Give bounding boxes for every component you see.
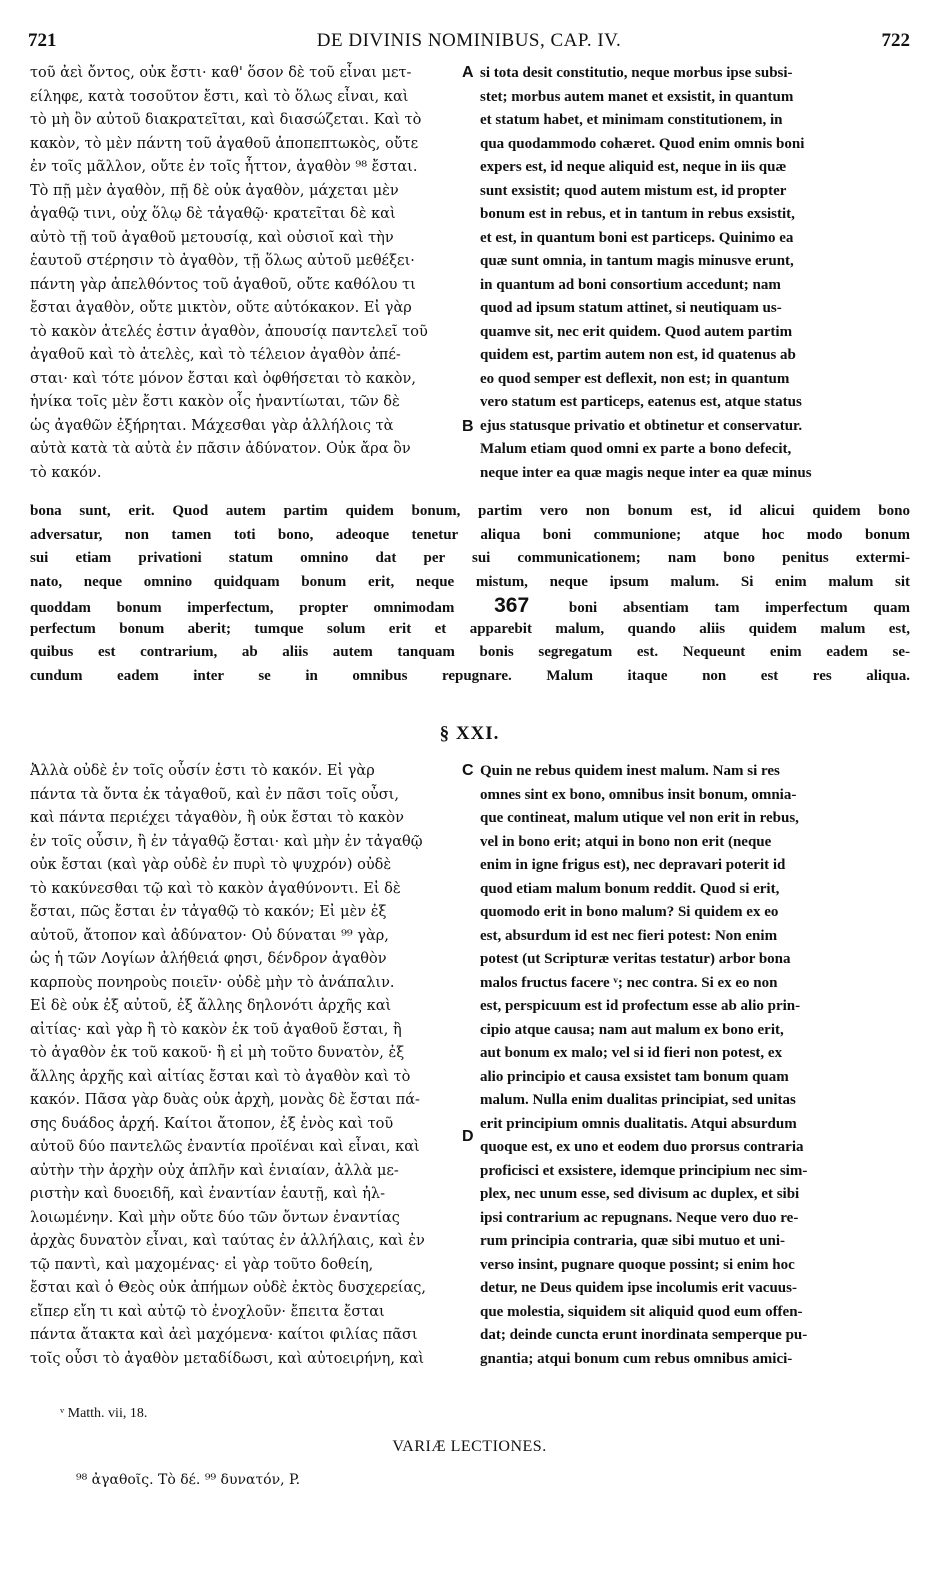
- page-number-right: 722: [881, 30, 910, 51]
- greek-line: οὐκ ἔσται (καὶ γὰρ οὐδὲ ἐν πυρὶ τὸ ψυχρόν) οὐδὲ: [30, 857, 392, 873]
- latin-line: expers est, id neque aliquid est, neque in iis quæ: [480, 159, 787, 175]
- margin-letter-c: C: [462, 762, 474, 779]
- greek-line: ἔσται ἀγαθὸν, οὔτε μικτὸν, οὔτε αὐτόκακον. Εἰ γὰρ: [30, 300, 412, 316]
- latin-line: sui etiam privationi statum omnino dat per sui communicationem; nam bono penitus extermi-: [30, 550, 910, 566]
- greek-line: ἄλλης ἀρχῆς καὶ αἰτίας ἔσται καὶ τὸ ἀγαθὸν καὶ τὸ: [30, 1068, 411, 1085]
- variae-lectiones-heading: VARIÆ LECTIONES.: [392, 1438, 547, 1455]
- latin-column-bottom: [480, 760, 908, 1371]
- latin-line: enim in igne frigus est), nec depravari poterit id: [480, 857, 786, 873]
- greek-line: τοῖς οὖσι τὸ ἀγαθὸν μεταδίδωσι, καὶ αὐτοειρήνη, καὶ: [30, 1350, 425, 1367]
- latin-line: quomodo erit in bono malum? Si quidem ex eo: [480, 904, 779, 920]
- column-number: 367: [494, 594, 530, 617]
- greek-line: αὐτὸ τῇ τοῦ ἀγαθοῦ μετουσίᾳ, καὶ οὐσιοῖ καὶ τὴν: [30, 229, 394, 246]
- greek-line: Εἰ δὲ οὐκ ἐξ αὐτοῦ, ἐξ ἄλλης δηλονότι ἀρχῆς καὶ: [30, 998, 392, 1014]
- greek-line: τὸ ἀγαθὸν ἐκ τοῦ κακοῦ· ἢ εἰ μὴ τοῦτο δυνατὸν, ἐξ: [30, 1045, 405, 1061]
- greek-line: καὶ πάντα περιέχει τἀγαθὸν, ἢ οὐκ ἔσται τὸ κακὸν: [30, 810, 404, 826]
- latin-line: malos fructus facere ᵛ; nec contra. Si ex eo non: [480, 974, 778, 991]
- greek-line: τὸ κακὸν ἀτελές ἐστιν ἀγαθὸν, ἀπουσίᾳ παντελεῖ τοῦ: [30, 323, 428, 340]
- latin-line: Quin ne rebus quidem inest malum. Nam si res: [480, 763, 780, 779]
- latin-line: quoque est, ex uno et eodem duo prorsus contraria: [480, 1139, 804, 1155]
- greek-line: τὸ κακόν.: [30, 464, 102, 481]
- greek-line: ὡς ἡ τῶν Λογίων ἀλήθειά φησι, δένδρον ἀγαθὸν: [30, 951, 387, 967]
- latin-line: proficisci et exsistere, idemque principium nec sim-: [480, 1162, 808, 1179]
- greek-line: πάντα τὰ ὄντα ἐκ τἀγαθοῦ, καὶ ἐν πᾶσι τοῖς οὖσι,: [30, 786, 399, 803]
- latin-line: Malum etiam quod omni ex parte a bono defecit,: [480, 441, 792, 457]
- latin-line: quod etiam malum bonum reddit. Quod si erit,: [480, 880, 780, 897]
- latin-line: bona sunt, erit. Quod autem partim quidem bonum, partim vero non bonum est, id alicui quidem bono: [30, 503, 910, 519]
- latin-line: quod ad ipsum statum attinet, si neutiquam us-: [480, 300, 782, 316]
- greek-line: πάντη γὰρ ἀπελθόντος τοῦ ἀγαθοῦ, οὔτε καθόλου τι: [30, 276, 416, 293]
- greek-line: κακόν. Πᾶσα γὰρ δυὰς οὐκ ἀρχὴ, μονὰς δὲ ἔσται πά-: [30, 1092, 420, 1108]
- greek-line: τῷ παντὶ, καὶ μαχομένας· εἰ γὰρ τοῦτο δοθείη,: [30, 1256, 374, 1273]
- latin-line: nato, neque omnino quidquam bonum erit, neque mistum, neque ipsum malum. Si enim malum sit: [30, 573, 910, 590]
- latin-line: malum. Nulla enim dualitas principiat, sed unitas: [480, 1092, 796, 1108]
- latin-line: que contineat, malum utique vel non erit in rebus,: [480, 810, 799, 826]
- latin-line: in quantum ad boni consortium accedunt; nam: [480, 276, 781, 293]
- greek-line: ἡνίκα τοῖς μὲν ἔστι κακὸν οἷς ἠναντίωται, τῶν δὲ: [30, 394, 400, 410]
- latin-line: que molestia, siquidem sit aliquid quod eum offen-: [480, 1303, 803, 1320]
- greek-line: ριστὴν καὶ δυοειδῆ, καὶ ἐναντίαν ἑαυτῇ, καὶ ἠλ-: [30, 1186, 386, 1202]
- latin-line: quamve sit, nec erit quidem. Quod autem partim: [480, 323, 793, 340]
- greek-line: ἑαυτοῦ στέρησιν τὸ ἀγαθὸν, τῇ ὅλως αὐτοῦ μεθέξει·: [30, 253, 415, 269]
- latin-line: cundum eadem inter se in omnibus repugnare. Malum itaque non est res aliqua.: [30, 667, 910, 684]
- latin-line: potest (ut Scripturæ veritas testatur) arbor bona: [480, 951, 791, 967]
- latin-line: ejus statusque privatio et obtinetur et conservatur.: [480, 417, 803, 434]
- greek-line: ὡς ἀγαθῶν ἐξήρηται. Μάχεσθαι γὰρ ἀλλήλοις τὰ: [30, 417, 394, 434]
- latin-line: omnes sint ex bono, omnibus insit bonum, omnia-: [480, 786, 797, 803]
- latin-text: quoddam bonum imperfectum, propter omnimodam: [30, 600, 455, 616]
- greek-line: σης δυάδος ἀρχή. Καίτοι ἄτοπον, ἐξ ἑνὸς καὶ τοῦ: [30, 1115, 394, 1132]
- latin-line: perfectum bonum aberit; tumque solum erit et apparebit malum, quando aliis quidem malum est,: [30, 620, 910, 637]
- latin-line: dat; deinde cuncta erunt inordinata semperque pu-: [480, 1327, 808, 1343]
- running-title: DE DIVINIS NOMINIBUS, CAP. IV.: [316, 30, 622, 51]
- greek-line: είληφε, κατὰ τοσοῦτον ἔστι, καὶ τὸ ὅλως εἶναι, καὶ: [30, 88, 409, 105]
- latin-line: est, perspicuum est id profectum esse ab alio prin-: [480, 998, 801, 1014]
- greek-line: τὸ μὴ ὂν αὐτοῦ διακρατεῖται, καὶ διασώζεται. Καὶ τὸ: [30, 112, 422, 128]
- latin-line: est, absurdum id est nec fieri potest: Non enim: [480, 927, 778, 944]
- latin-line: et est, in quantum boni est particeps. Quinimo ea: [480, 229, 794, 246]
- greek-line: κακὸν, τὸ μὲν πάντη τοῦ ἀγαθοῦ ἀποπεπτωκὸς, οὔτε: [30, 135, 419, 152]
- latin-full-width: [30, 500, 910, 688]
- latin-line: quæ sunt omnia, in tantum magis minusve erunt,: [480, 253, 794, 269]
- margin-letter-a: A: [462, 64, 474, 81]
- latin-line: bonum est in rebus, et in tantum in rebus exsistit,: [480, 206, 795, 222]
- latin-line: sunt exsistit; quod autem mistum est, id propter: [480, 182, 787, 199]
- latin-line: vero statum est particeps, eatenus est, atque status: [480, 394, 802, 410]
- greek-line: ἔσται, πῶς ἔσται ἐν τἀγαθῷ τὸ κακόν; Εἰ μὲν ἐξ: [30, 904, 387, 920]
- greek-line: ἐν τοῖς οὖσιν, ἢ ἐν τἀγαθῷ ἔσται· καὶ μὴν ἐν τἀγαθῷ: [30, 833, 423, 850]
- greek-line: καρποὺς πονηροὺς ποιεῖν· οὐδὲ μὴν τὸ ἀνάπαλιν.: [30, 974, 395, 991]
- greek-column-bottom: [30, 760, 462, 1371]
- latin-line: adversatur, non tamen toti bono, adeoque tenetur aliqua boni communione; atque hoc modo bonum: [30, 526, 910, 543]
- latin-line: erit principium omnis dualitatis. Atqui absurdum: [480, 1115, 797, 1132]
- latin-line: gnantia; atqui bonum cum rebus omnibus amici-: [480, 1350, 793, 1367]
- latin-line: si tota desit constitutio, neque morbus ipse subsi-: [480, 65, 793, 81]
- greek-line: ἀγαθοῦ καὶ τὸ ἀτελὲς, καὶ τὸ τέλειον ἀγαθὸν ἀπέ-: [30, 347, 401, 363]
- greek-line: Ἀλλὰ οὐδὲ ἐν τοῖς οὖσίν ἐστι τὸ κακόν. Εἰ γὰρ: [30, 763, 375, 779]
- latin-line: quidem est, partim autem non est, id quatenus ab: [480, 347, 796, 363]
- latin-line: rum principia contraria, quæ sibi mutuo et uni-: [480, 1233, 786, 1249]
- latin-line: eo quod semper est deflexit, non est; in quantum: [480, 370, 790, 387]
- greek-line: σται· καὶ τότε μόνον ἔσται καὶ ὀφθήσεται τὸ κακὸν,: [30, 370, 416, 387]
- latin-line: et statum habet, et minimam constitutionem, in: [480, 112, 783, 128]
- margin-letter-d: D: [462, 1128, 474, 1145]
- greek-line: εἴπερ εἴη τι καὶ αὐτῷ τὸ ἐνοχλοῦν· ἔπειτα ἔσται: [30, 1303, 385, 1320]
- margin-letter-b: B: [462, 418, 474, 435]
- greek-line: αἰτίας· καὶ γὰρ ἢ τὸ κακὸν ἐκ τοῦ ἀγαθοῦ ἔσται, ἢ: [30, 1021, 402, 1038]
- greek-line: λοιωμένην. Καὶ μὴν οὔτε δύο τῶν ὄντων ἐναντίας: [30, 1209, 400, 1226]
- latin-line: plex, nec unum esse, sed divisum ac duplex, et sibi: [480, 1186, 800, 1202]
- latin-line-with-column-number: [30, 594, 910, 618]
- latin-line: detur, ne Deus quidem ipse incolumis erit vacuus-: [480, 1280, 797, 1296]
- greek-line: τὸ κακύνεσθαι τῷ καὶ τὸ κακὸν ἀγαθύνοντι. Εἰ δὲ: [30, 880, 401, 897]
- section-heading: § XXI.: [439, 723, 500, 744]
- latin-line: vel in bono erit; atqui in bono non erit (neque: [480, 833, 772, 850]
- latin-line: alio principio et causa exsistet tam bonum quam: [480, 1068, 789, 1085]
- latin-line: aut bonum ex malo; vel si id fieri non potest, ex: [480, 1045, 783, 1061]
- latin-text: boni absentiam tam imperfectum quam: [568, 600, 911, 616]
- greek-line: ἔσται καὶ ὁ Θεὸς οὐκ ἀπήμων οὐδὲ ἐκτὸς δυσχερείας,: [30, 1280, 427, 1296]
- latin-line: qua quodammodo cohæret. Quod enim omnis boni: [480, 135, 805, 152]
- greek-line: τοῦ ἀεὶ ὄντος, οὐκ ἔστι· καθ' ὅσον δὲ τοῦ εἶναι μετ-: [30, 65, 412, 81]
- greek-column-top: [30, 62, 462, 485]
- page-header: [26, 30, 912, 56]
- greek-line: ἀρχὰς δυνατὸν εἶναι, καὶ ταύτας ἐν ἀλλήλαις, καὶ ἐν: [30, 1233, 425, 1249]
- greek-line: ἐν τοῖς μᾶλλον, οὔτε ἐν τοῖς ἧττον, ἀγαθὸν ⁹⁸ ἔσται.: [30, 159, 418, 175]
- latin-line: quibus est contrarium, ab aliis autem tanquam bonis segregatum est. Nequeunt enim eadem se-: [30, 644, 910, 660]
- greek-line: ἀγαθῷ τινι, οὐχ ὅλῳ δὲ τἀγαθῷ· κρατεῖται δὲ καὶ: [30, 206, 396, 222]
- latin-line: ipsi contrarium ac repugnans. Neque vero duo re-: [480, 1209, 799, 1226]
- latin-column-top: [480, 62, 908, 485]
- greek-line: πάντα ἄτακτα καὶ ἀεὶ μαχόμενα· καίτοι φιλίας πᾶσι: [30, 1327, 418, 1343]
- latin-line: cipio atque causa; nam aut malum ex bono erit,: [480, 1021, 784, 1038]
- greek-line: αὐτοῦ δύο παντελῶς ἐναντία προϊέναι καὶ εἶναι, καὶ: [30, 1139, 420, 1155]
- latin-line: neque inter ea quæ magis neque inter ea quæ minus: [480, 464, 812, 481]
- latin-line: verso insint, pugnare quoque possint; si enim hoc: [480, 1256, 795, 1273]
- page-number-left: 721: [28, 30, 57, 51]
- greek-line: αὐτὰ κατὰ τὰ αὐτὰ ἐν πᾶσιν ἀδύνατον. Οὐκ ἄρα ὂν: [30, 441, 411, 457]
- variae-lectiones-text: ⁹⁸ ἀγαθοῖς. Τὸ δέ. ⁹⁹ δυνατόν, P.: [76, 1472, 301, 1488]
- greek-line: αὐτὴν τὴν ἀρχὴν οὐχ ἁπλῆν καὶ ἑνιαίαν, ἀλλὰ με-: [30, 1162, 399, 1179]
- latin-line: stet; morbus autem manet et exsistit, in quantum: [480, 88, 794, 105]
- greek-line: αὐτοῦ, ἄτοπον καὶ ἀδύνατον· Οὐ δύναται ⁹⁹ γὰρ,: [30, 927, 389, 944]
- footnote: ᵛ Matth. vii, 18.: [60, 1406, 148, 1421]
- greek-line: Τὸ πῇ μὲν ἀγαθὸν, πῇ δὲ οὐκ ἀγαθὸν, μάχεται μὲν: [30, 182, 399, 199]
